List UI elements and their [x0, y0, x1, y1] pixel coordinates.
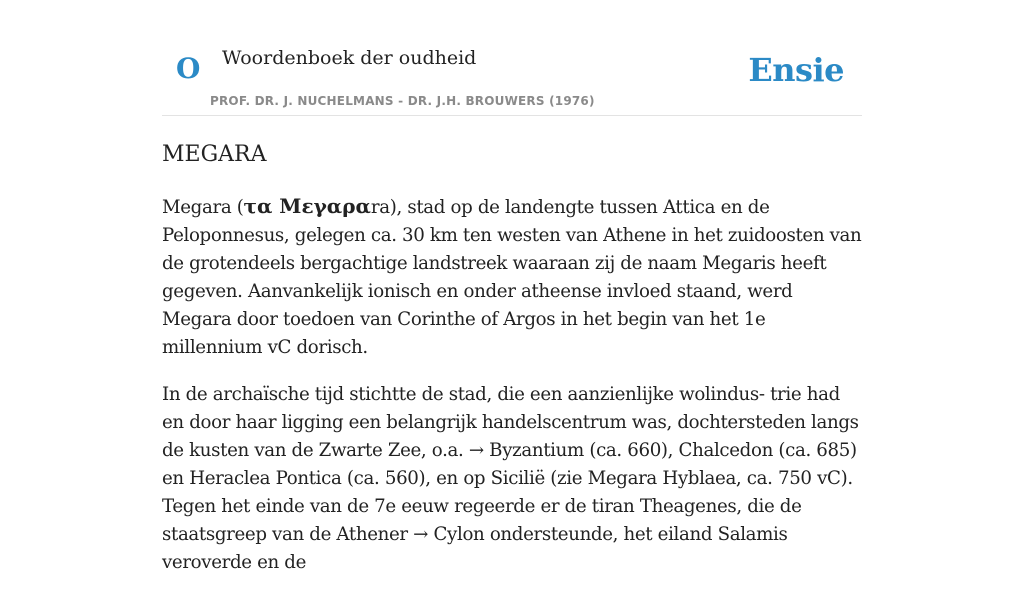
paragraph-1 — [162, 192, 862, 362]
paragraph-1-after: ra), stad op de landengte tussen Attica en de Peloponnesus, gelegen ca. 30 km ten westen van Athene in het zuidoosten van de grotendeels bergachtige landstreek waaraan zij de naam Megaris heeft gegeven. Aanvankelijk ionisch en onder atheense invloed staand, werd Megara door toedoen van Corinthe of Argos in het begin van het 1e millennium vC dorisch. — [162, 197, 862, 358]
greek-term: τα Μεγαρα — [243, 194, 371, 218]
ensie-logo[interactable]: Ensie — [748, 51, 844, 89]
header — [162, 0, 862, 116]
book-title[interactable]: Woordenboek der oudheid — [222, 47, 477, 69]
index-letter[interactable]: O — [176, 52, 201, 85]
entry-title: MEGARA — [162, 142, 267, 167]
paragraph-2: In de archaïsche tijd stichtte de stad, die een aanzienlijke wolindus- trie had en door haar ligging een belangrijk handelscentrum was, dochtersteden langs de kusten van de Zwarte Zee, o.a. → Byzantium (ca. 660), Chalcedon (ca. 685) en Heraclea Pontica (ca. 560), en op Sicilië (zie Megara Hyblaea, ca. 750 vC). Tegen het einde van de 7e eeuw regeerde er de tiran Theagenes, die de staatsgreep van de Athener → Cylon ondersteunde, het eiland Salamis veroverde en de — [162, 384, 859, 573]
content-container — [162, 0, 862, 573]
book-authors: PROF. DR. J. NUCHELMANS - DR. J.H. BROUWERS (1976) — [210, 94, 595, 108]
paragraph-1-before: Megara ( — [162, 197, 244, 218]
entry-body — [162, 192, 862, 596]
